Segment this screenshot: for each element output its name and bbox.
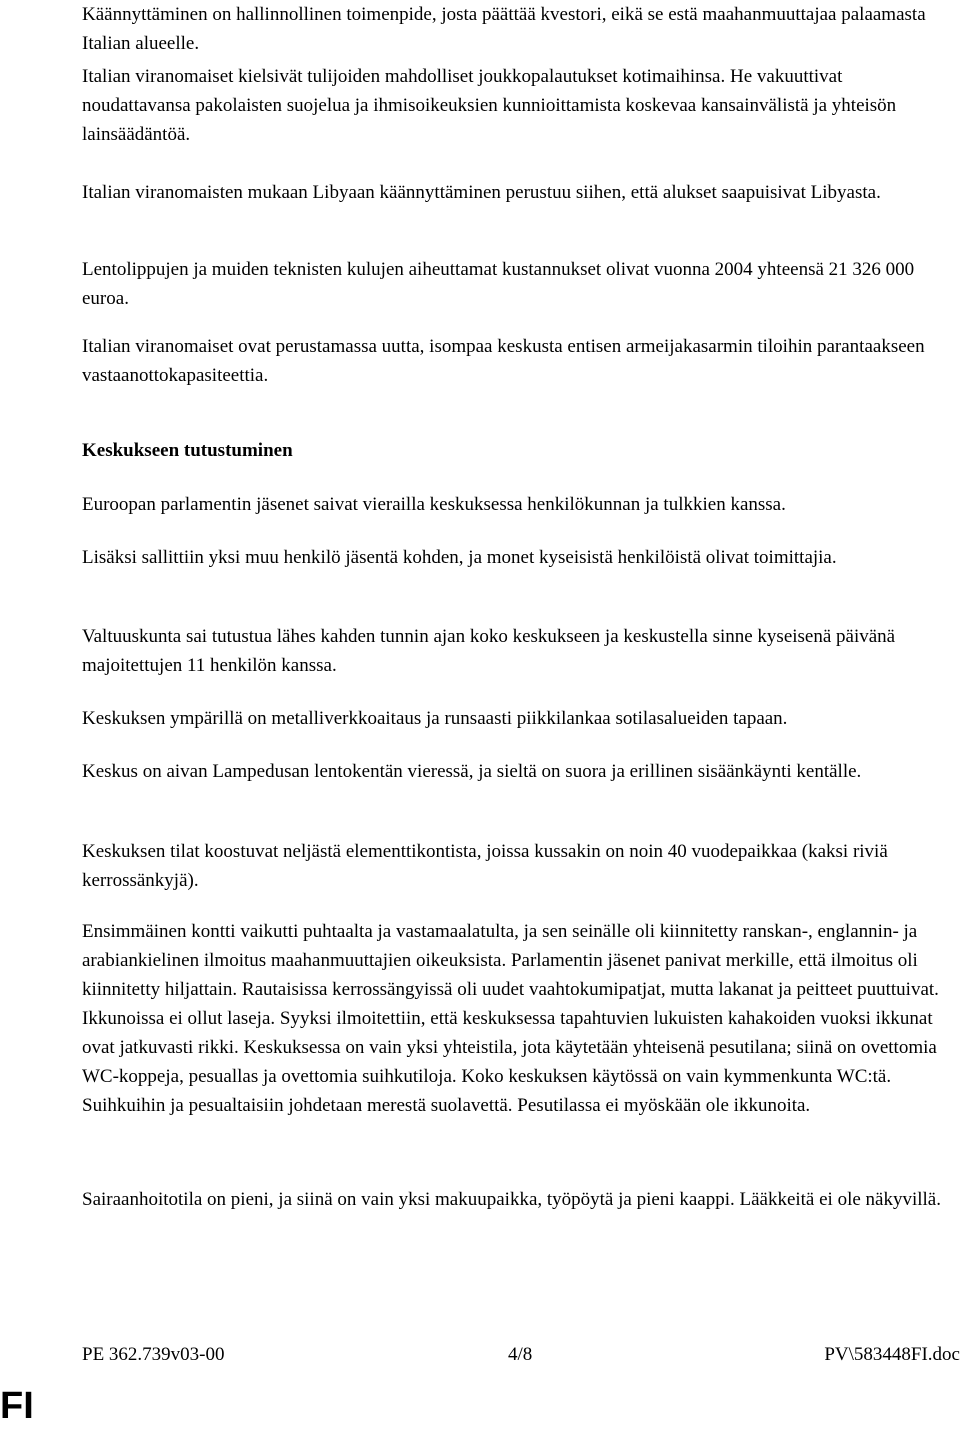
- paragraph-collective-returns: Italian viranomaiset kielsivät tulijoiden mahdolliset joukkopalautukset kotimaihinsa. He vakuuttivat noudattavansa pakolaisten suojelua ja ihmisoikeuksien kunnioittamista koskevaa kansainvälistä ja yhteisön lainsäädäntöä.: [82, 66, 897, 145]
- footer-doc-ref: PE 362.739v03-00: [82, 1344, 225, 1365]
- paragraph-costs: Lentolippujen ja muiden teknisten kulujen aiheuttamat kustannukset olivat vuonna 2004 yhteensä 21 326 000 euroa.: [82, 259, 915, 309]
- paragraph-containers: Keskuksen tilat koostuvat neljästä elementtikontista, joissa kussakin on noin 40 vuodepaikkaa (kaksi riviä kerrossänkyjä).: [82, 841, 888, 891]
- paragraph-expulsion-procedure: Käännyttäminen on hallinnollinen toimenpide, josta päättää kvestori, eikä se estä maahanmuuttajaa palaamasta Italian alueelle.: [82, 4, 926, 54]
- paragraph-new-centre: Italian viranomaiset ovat perustamassa uutta, isompaa keskusta entisen armeijakasarmin tiloihin parantaakseen vastaanottokapasiteettia.: [82, 336, 925, 386]
- paragraph-journalists: Lisäksi sallittiin yksi muu henkilö jäsentä kohden, ja monet kyseisistä henkilöistä olivat toimittajia.: [82, 547, 837, 568]
- section-heading: Keskukseen tutustuminen: [82, 440, 293, 461]
- paragraph-visit-members: Euroopan parlamentin jäsenet saivat vierailla keskuksessa henkilökunnan ja tulkkien kanssa.: [82, 494, 786, 515]
- paragraph-libya-expulsion: Italian viranomaisten mukaan Libyaan käännyttäminen perustuu siihen, että alukset saapuisivat Libyasta.: [82, 182, 881, 203]
- language-code: FI: [0, 1385, 34, 1427]
- footer-page-number: 4/8: [508, 1344, 533, 1365]
- paragraph-first-container: Ensimmäinen kontti vaikutti puhtaalta ja vastamaalatulta, ja sen seinälle oli kiinnitetty ranskan-, englannin- ja arabiankielinen ilmoitus maahanmuuttajien oikeuksista. Parlamentin jäsenet panivat merkille, että ilmoitus oli kiinnitetty hiljattain. Rautaisissa kerrossängyissä oli uudet vaahtokumipatjat, mutta lakanat ja peitteet puuttuivat. Ikkunoissa ei ollut laseja. Syyksi ilmoitettiin, että keskuksessa tapahtuvien lukuisten kahakoiden vuoksi ikkunat ovat jatkuvasti rikki. Keskuksessa on vain yksi yhteistila, jota käytetään yhteisenä pesutilana; siinä on ovettomia WC-koppeja, pesuallas ja ovettomia suihkutiloja. Koko keskuksen käytössä on vain kymmenkunta WC:tä. Suihkuihin ja pesualtaisiin johdetaan merestä suolavettä. Pesutilassa ei myöskään ole ikkunoita.: [82, 921, 939, 1116]
- paragraph-fence: Keskuksen ympärillä on metalliverkkoaitaus ja runsaasti piikkilankaa sotilasalueiden tapaan.: [82, 708, 788, 729]
- paragraph-airport: Keskus on aivan Lampedusan lentokentän vieressä, ja sieltä on suora ja erillinen sisäänkäynti kentälle.: [82, 761, 862, 782]
- footer-file-name: PV\583448FI.doc: [824, 1344, 960, 1365]
- paragraph-medical-room: Sairaanhoitotila on pieni, ja siinä on vain yksi makuupaikka, työpöytä ja pieni kaappi. Lääkkeitä ei ole näkyvillä.: [82, 1189, 941, 1210]
- paragraph-delegation-tour: Valtuuskunta sai tutustua lähes kahden tunnin ajan koko keskukseen ja keskustella sinne kyseisenä päivänä majoitettujen 11 henkilön kanssa.: [82, 626, 896, 676]
